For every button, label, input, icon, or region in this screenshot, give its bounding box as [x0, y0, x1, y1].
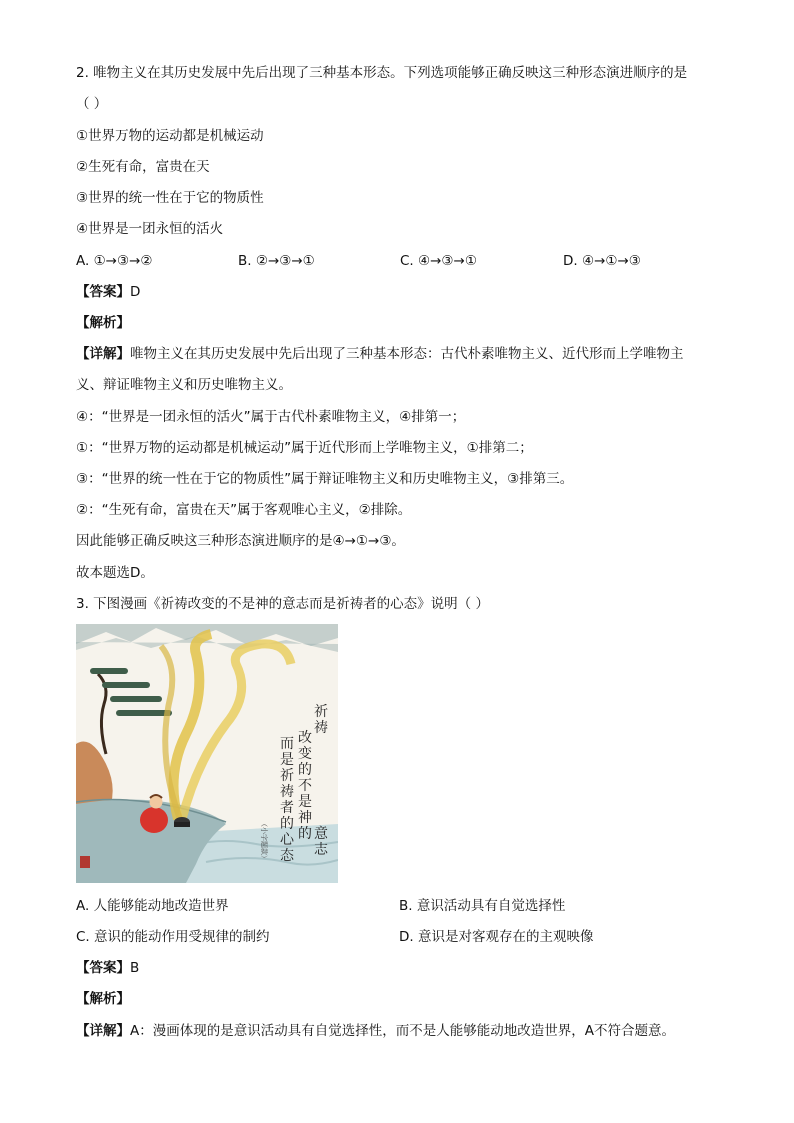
q2-item-2: ②生死有命，富贵在天: [76, 159, 210, 175]
svg-text:（小字题款）: （小字题款）: [260, 820, 268, 862]
q2-detail-line-1: [76, 345, 684, 363]
svg-text:者: 者: [280, 800, 294, 816]
q3-option-b[interactable]: B. 意识活动具有自觉选择性: [399, 898, 566, 914]
svg-text:态: 态: [280, 848, 294, 864]
q2-expl-1: ④：“世界是一团永恒的活火”属于古代朴素唯物主义，④排第一；: [76, 409, 466, 425]
svg-text:是: 是: [280, 752, 294, 768]
q3-detail: [76, 1022, 675, 1040]
q2-answer: [76, 283, 140, 301]
q2-expl-2: ①：“世界万物的运动都是机械运动”属于近代形而上学唯物主义，①排第二；: [76, 440, 533, 456]
answer-tag: 【答案】: [76, 284, 130, 300]
q2-option-a[interactable]: A. ①→③→②: [76, 253, 153, 269]
q2-detail-line-2: 义、辩证唯物主义和历史唯物主义。: [76, 377, 292, 393]
q3-stem: 3. 下图漫画《祈祷改变的不是神的意志而是祈祷者的心态》说明（ ）: [76, 596, 489, 612]
svg-text:的: 的: [298, 826, 312, 842]
answer-value: D: [130, 284, 141, 300]
svg-text:祈: 祈: [280, 768, 294, 784]
svg-text:变: 变: [298, 746, 312, 762]
answer-tag: 【答案】: [76, 960, 130, 976]
q2-expl-3: ③：“世界的统一性在于它的物质性”属于辩证唯物主义和历史唯物主义，③排第三。: [76, 471, 574, 487]
svg-text:祷: 祷: [280, 784, 294, 800]
q2-option-c[interactable]: C. ④→③→①: [400, 253, 477, 269]
q2-item-4: ④世界是一团永恒的活火: [76, 221, 224, 237]
q3-analysis-tag: 【解析】: [76, 991, 130, 1007]
cartoon-illustration: [76, 624, 338, 883]
svg-text:的: 的: [298, 762, 312, 778]
svg-text:祷: 祷: [314, 720, 328, 736]
q3-option-d[interactable]: D. 意识是对客观存在的主观映像: [399, 929, 594, 945]
q2-item-1: ①世界万物的运动都是机械运动: [76, 128, 264, 144]
svg-text:志: 志: [314, 842, 328, 858]
answer-value: B: [130, 960, 140, 976]
q2-item-3: ③世界的统一性在于它的物质性: [76, 190, 264, 206]
svg-text:祈: 祈: [314, 704, 328, 720]
q3-answer: [76, 959, 139, 977]
svg-text:意: 意: [314, 826, 328, 842]
svg-text:改: 改: [298, 730, 312, 746]
q2-expl-4: ②：“生死有命，富贵在天”属于客观唯心主义，②排除。: [76, 502, 412, 518]
detail-text: A：漫画体现的是意识活动具有自觉选择性，而不是人能够能动地改造世界，A不符合题意。: [130, 1023, 675, 1039]
detail-tag: 【详解】: [76, 346, 130, 362]
q2-expl-5: 因此能够正确反映这三种形态演进顺序的是④→①→③。: [76, 533, 405, 549]
svg-text:神: 神: [298, 810, 312, 826]
svg-text:是: 是: [298, 794, 312, 810]
svg-text:而: 而: [280, 736, 294, 752]
q2-expl-6: 故本题选D。: [76, 565, 154, 581]
svg-text:的: 的: [280, 816, 294, 832]
q2-option-d[interactable]: D. ④→①→③: [563, 253, 641, 269]
svg-text:心: 心: [280, 832, 294, 848]
q2-stem: 2. 唯物主义在其历史发展中先后出现了三种基本形态。下列选项能够正确反映这三种形态演进顺序的是: [76, 65, 688, 81]
svg-text:不: 不: [298, 778, 312, 794]
cartoon-svg: [76, 624, 338, 883]
q3-option-c[interactable]: C. 意识的能动作用受规律的制约: [76, 929, 270, 945]
q2-analysis-tag: 【解析】: [76, 315, 130, 331]
detail-tag: 【详解】: [76, 1023, 130, 1039]
q2-option-b[interactable]: B. ②→③→①: [238, 253, 315, 269]
q3-option-a[interactable]: A. 人能够能动地改造世界: [76, 898, 229, 914]
detail-text: 唯物主义在其历史发展中先后出现了三种基本形态：古代朴素唯物主义、近代形而上学唯物主: [130, 346, 684, 362]
q2-paren: （ ）: [76, 96, 108, 112]
